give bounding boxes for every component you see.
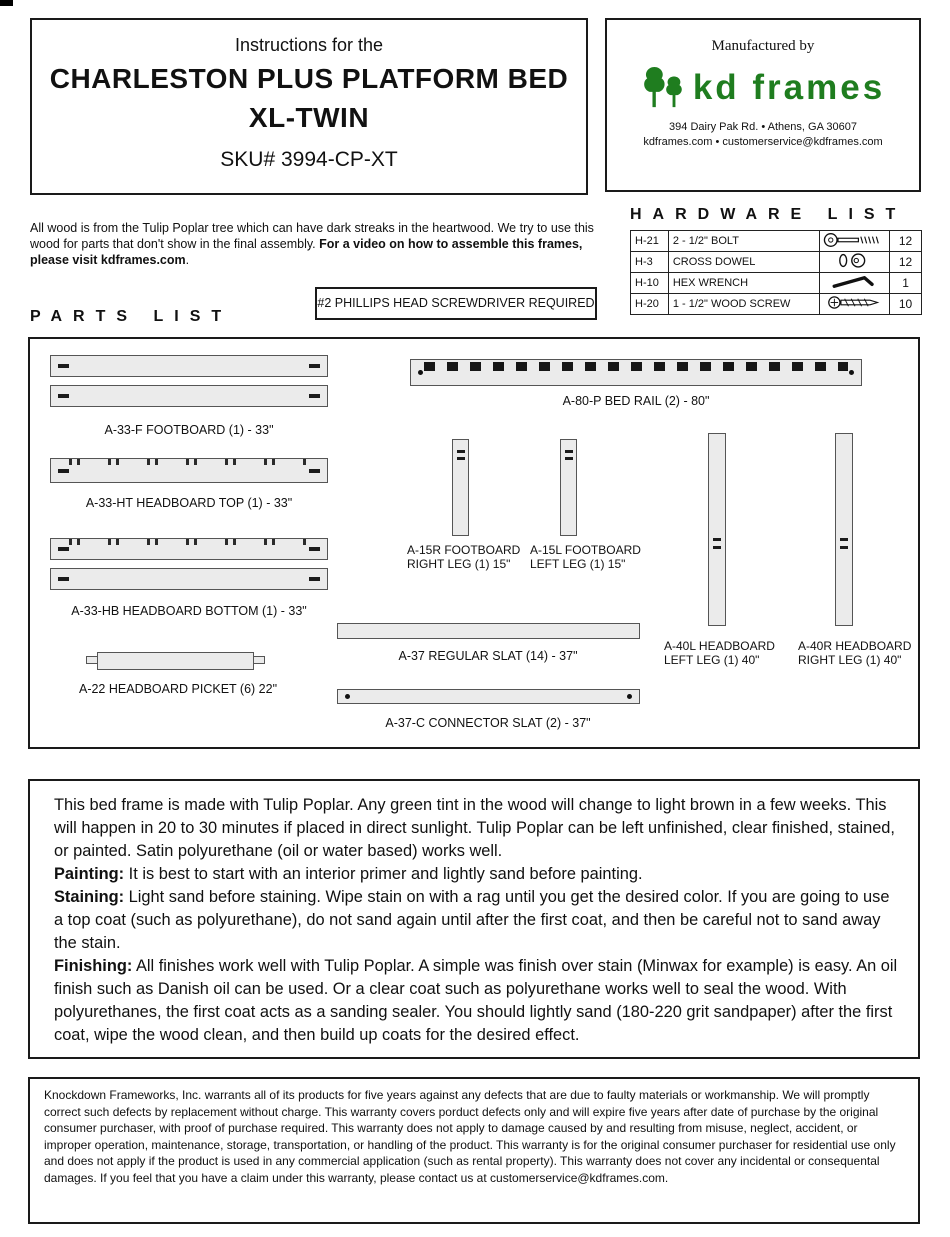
dowel-slot [457,450,465,453]
hardware-name: 2 - 1/2" BOLT [668,231,819,252]
dowel-slot [840,546,848,549]
parts-diagram-panel [28,337,920,749]
intro-period: . [185,253,190,267]
headboard-picket-diagram [97,652,254,670]
staining-label: Staining: [54,888,125,906]
part-label: A-33-HB HEADBOARD BOTTOM (1) - 33" [71,604,307,618]
trees-logo-icon [641,64,685,112]
part-label: A-40R HEADBOARD RIGHT LEG (1) 40" [798,639,912,667]
dowel-slot [58,577,69,581]
product-size: XL-TWIN [248,102,370,133]
hardware-qty: 12 [890,231,922,252]
table-row [631,294,922,315]
dowel-slot [58,469,69,473]
finishing-paragraph: Finishing: All finishes work well with Tulip Poplar. A simple was finish over stain (Minwax for example) is easy. An oil finish such as Danish oil can be used. Or a clear coat such as polyurethane works well to seal the wood. With polyurethanes, the first coat acts as a sanding sealer. You should lightly sand (180-220 grit sandpaper) after the first coat, wipe the wood clean, and then build up coats for the desired effect. [54,957,898,1044]
headboard-top-diagram [50,458,328,483]
intro-text: All wood is from the Tulip Poplar tree which can have dark streaks in the heartwood. We try to use this wood for parts that don't show in the final assembly. [30,221,594,251]
dowel-slot [713,546,721,549]
warranty-box [28,1077,920,1224]
bed-rail-diagram [410,359,862,386]
footboard-left-leg-diagram [560,439,577,536]
hardware-name: HEX WRENCH [668,273,819,294]
footboard-right-leg-diagram [452,439,469,536]
hardware-code: H-10 [631,273,669,294]
headboard-right-leg-diagram [835,433,853,626]
part-label: A-15L FOOTBOARD LEFT LEG (1) 15" [530,543,641,571]
intro-paragraph [30,220,605,268]
part-label: A-37-C CONNECTOR SLAT (2) - 37" [385,716,591,730]
screw-hole [627,694,632,699]
instructions-subtitle: Instructions for the [234,35,384,55]
table-row [631,231,922,252]
hardware-qty: 1 [890,273,922,294]
brand-logo-row [607,61,919,115]
dowel-slot [309,577,320,581]
dowel-slot [713,538,721,541]
brand-name: kd frames [692,68,886,107]
manufacturer-box [605,18,921,192]
part-label: A-33-F FOOTBOARD (1) - 33" [104,423,274,437]
part-label: A-80-P BED RAIL (2) - 80" [562,394,710,408]
part-label: A-40L HEADBOARD LEFT LEG (1) 40" [664,639,775,667]
manufactured-by-label: Manufactured by [711,38,815,54]
picket-tenon [253,656,265,664]
headboard-left-leg-diagram [708,433,726,626]
screw-hole [345,694,350,699]
product-title: CHARLESTON PLUS PLATFORM BED [49,63,569,94]
hardware-name: CROSS DOWEL [668,252,819,273]
bolt-icon [820,231,890,252]
painting-label: Painting: [54,865,125,883]
dowel-slot [565,450,573,453]
warranty-text: Knockdown Frameworks, Inc. warrants all of its products for five years against any defects that are due to faulty materials or workmanship. We will promptly correct such defects by replacement without charge. This warranty covers porduct defects only and will expire five years after date of purchase by the original consumer purchaser, with proof of purchase required. This warranty does not apply to damage caused by and resulting from misuse, neglect, accident, or improper operation, maintenance, storage, transportation, or handling of the product. This warranty is for the original consumer purchaser for residential use only and does not apply if the product is used in any commercial application (such as rental property). This warranty does not cover any incidental or consequental damages. If you feel that you have a claim under this warranty, please contact us at customerservice@kdframes.com. [44,1088,896,1185]
dowel-slot [840,538,848,541]
bolt-hole [849,370,854,375]
regular-slat-diagram [337,623,640,639]
hardware-name: 1 - 1/2" WOOD SCREW [668,294,819,315]
staining-paragraph: Staining: Light sand before staining. Wipe stain on with a rag until you get the desired color. If you are going to use a top coat (such as polyurethane), do not sand again until after the first coat, and then be careful not to sand away the stain. [54,888,890,952]
part-label: A-22 HEADBOARD PICKET (6) 22" [78,682,278,696]
footboard-board-diagram [50,385,328,407]
dowel-slot [309,394,320,398]
scan-artifact [0,0,13,6]
footboard-board-diagram [50,355,328,377]
picket-mortises [69,539,309,545]
headboard-bottom-diagram [50,538,328,560]
dowel-slot [565,457,573,460]
hex-wrench-icon [820,273,890,294]
headboard-bottom-diagram [50,568,328,590]
cross-dowel-icon [820,252,890,273]
dowel-slot [58,547,69,551]
hardware-qty: 10 [890,294,922,315]
dowel-slot [309,364,320,368]
bolt-hole [418,370,423,375]
screwdriver-required-note: #2 PHILLIPS HEAD SCREWDRIVER REQUIRED [315,287,597,320]
table-row [631,273,922,294]
hardware-table [630,230,922,315]
dowel-slot [58,364,69,368]
finishing-label: Finishing: [54,957,133,975]
hardware-code: H-20 [631,294,669,315]
hardware-list-title: HARDWARE LIST [630,206,907,223]
dowel-slot [457,457,465,460]
painting-paragraph: Painting: It is best to start with an interior primer and lightly sand before painting. [54,865,643,883]
parts-list-title: PARTS LIST [30,308,233,325]
dowel-slot [309,547,320,551]
manufacturer-address: 394 Dairy Pak Rd. • Athens, GA 30607 [669,121,857,133]
intro-bold-text: For a video on how to assemble this frames, please visit kdframes.com [30,237,583,267]
connector-slat-diagram [337,689,640,704]
part-label: A-15R FOOTBOARD RIGHT LEG (1) 15" [407,543,521,571]
hardware-qty: 12 [890,252,922,273]
slat-notches [424,362,848,371]
finishing-instructions-box [28,779,920,1059]
title-box [30,18,588,195]
hardware-code: H-3 [631,252,669,273]
sku-number: SKU# 3994-CP-XT [220,148,398,171]
picket-mortises [69,459,309,465]
hardware-code: H-21 [631,231,669,252]
picket-tenon [86,656,98,664]
dowel-slot [58,394,69,398]
manufacturer-contact: kdframes.com • customerservice@kdframes.com [643,136,883,148]
part-label: A-33-HT HEADBOARD TOP (1) - 33" [85,496,293,510]
dowel-slot [309,469,320,473]
finishing-intro: This bed frame is made with Tulip Poplar. Any green tint in the wood will change to light brown in a few weeks. This will happen in 20 to 30 minutes if placed in direct sunlight. Tulip Poplar can be left unfinished, clear finished, stained, or painted. Satin polyurethane (oil or water based) works well. [54,796,895,860]
table-row [631,252,922,273]
part-label: A-37 REGULAR SLAT (14) - 37" [398,649,578,663]
wood-screw-icon [820,294,890,315]
